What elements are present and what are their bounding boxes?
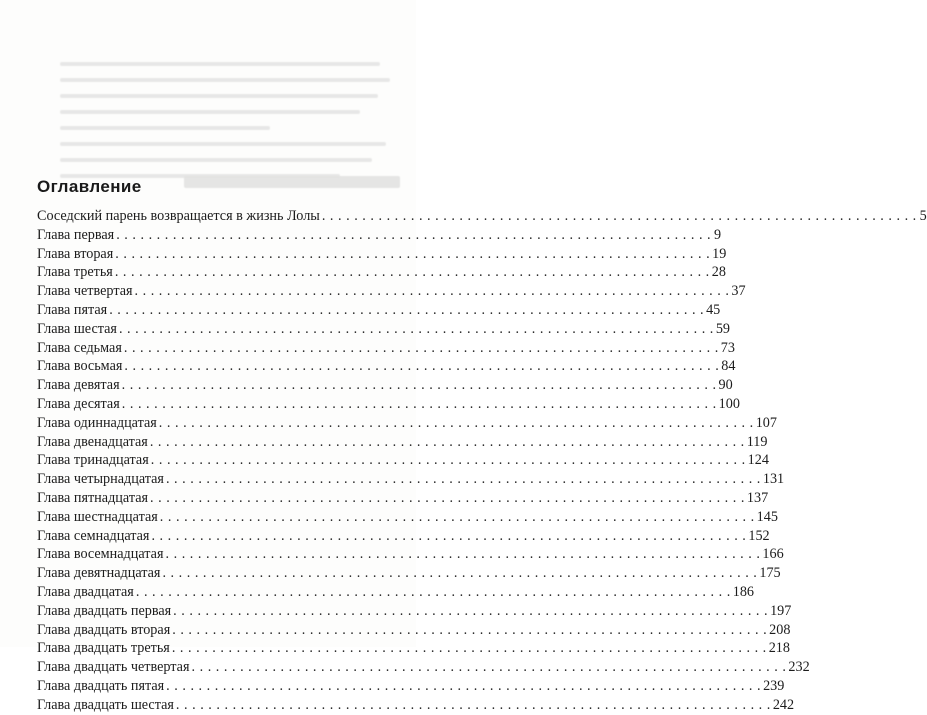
toc-entry-page-number: 45 bbox=[706, 301, 721, 318]
toc-entry-page-number: 232 bbox=[788, 659, 810, 676]
toc-dot-leader bbox=[122, 376, 717, 395]
toc-dot-leader bbox=[172, 621, 767, 640]
toc-list bbox=[37, 207, 927, 715]
toc-entry bbox=[37, 677, 785, 696]
toc-entry-label: Глава шестая bbox=[37, 320, 117, 337]
toc-entry bbox=[37, 583, 755, 602]
toc-entry-label: Глава двадцать первая bbox=[37, 602, 172, 619]
toc-entry bbox=[37, 621, 791, 640]
toc-title: Оглавление bbox=[37, 177, 142, 196]
toc-entry-page-number: 145 bbox=[756, 508, 778, 525]
toc-entry-page-number: 19 bbox=[712, 245, 727, 262]
toc-entry-label: Глава двенадцатая bbox=[37, 433, 148, 450]
toc-entry-label: Глава пятнадцатая bbox=[37, 489, 149, 506]
toc-dot-leader bbox=[151, 527, 746, 546]
toc-entry-page-number: 28 bbox=[711, 264, 726, 281]
toc-entry-page-number: 175 bbox=[759, 565, 781, 582]
toc-entry bbox=[37, 320, 731, 339]
toc-dot-leader bbox=[150, 489, 745, 508]
toc-entry-page-number: 119 bbox=[746, 433, 768, 450]
toc-dot-leader bbox=[160, 508, 755, 527]
toc-dot-leader bbox=[173, 602, 768, 621]
toc-dot-leader bbox=[135, 282, 730, 301]
toc-entry-page-number: 186 bbox=[732, 583, 755, 600]
toc-entry bbox=[37, 207, 927, 226]
toc-entry bbox=[37, 226, 722, 245]
toc-entry-label: Глава первая bbox=[37, 226, 115, 243]
toc-entry bbox=[37, 357, 736, 376]
toc-entry-label: Глава двадцать третья bbox=[37, 640, 170, 657]
toc-entry bbox=[37, 339, 735, 358]
toc-dot-leader bbox=[176, 696, 771, 715]
toc-entry-label: Глава пятая bbox=[37, 301, 108, 318]
toc-entry-label: Глава четырнадцатая bbox=[37, 471, 164, 488]
toc-entry-label: Глава двадцать шестая bbox=[37, 696, 174, 713]
toc-entry-page-number: 59 bbox=[715, 320, 731, 337]
toc-entry bbox=[37, 602, 792, 621]
toc-dot-leader bbox=[136, 583, 731, 602]
toc-entry bbox=[37, 395, 740, 414]
toc-dot-leader bbox=[115, 263, 710, 282]
toc-dot-leader bbox=[192, 658, 787, 677]
toc-entry bbox=[37, 282, 746, 301]
toc-dot-leader bbox=[124, 339, 719, 358]
toc-dot-leader bbox=[166, 470, 761, 489]
toc-entry-label: Глава двадцать пятая bbox=[37, 677, 165, 694]
toc-entry-label: Глава двадцать вторая bbox=[37, 621, 171, 638]
toc-entry-label: Глава тринадцатая bbox=[37, 452, 149, 469]
toc-dot-leader bbox=[166, 677, 761, 696]
toc-entry-page-number: 107 bbox=[755, 414, 777, 431]
toc-dot-leader bbox=[119, 320, 714, 339]
toc-entry bbox=[37, 508, 778, 527]
toc-entry bbox=[37, 451, 769, 470]
toc-entry bbox=[37, 301, 721, 320]
toc-entry bbox=[37, 376, 733, 395]
toc-entry-label: Глава семнадцатая bbox=[37, 527, 150, 544]
toc-dot-leader bbox=[122, 395, 717, 414]
toc-entry bbox=[37, 489, 769, 508]
toc-entry-page-number: 73 bbox=[720, 339, 735, 356]
toc-entry-label: Глава седьмая bbox=[37, 339, 122, 356]
toc-entry bbox=[37, 564, 781, 583]
toc-entry-page-number: 242 bbox=[772, 696, 795, 713]
toc-entry bbox=[37, 527, 770, 546]
toc-entry bbox=[37, 545, 784, 564]
toc-entry-label: Глава одиннадцатая bbox=[37, 414, 157, 431]
toc-entry bbox=[37, 263, 726, 282]
toc-entry-page-number: 152 bbox=[748, 527, 770, 544]
toc-entry-label: Глава двадцать четвертая bbox=[37, 659, 190, 676]
toc-entry-page-number: 9 bbox=[713, 226, 722, 243]
toc-entry-page-number: 131 bbox=[762, 471, 785, 488]
toc-entry-label: Глава шестнадцатая bbox=[37, 508, 158, 525]
toc-entry-page-number: 37 bbox=[731, 283, 746, 300]
toc-entry-page-number: 90 bbox=[718, 377, 733, 394]
toc-entry-label: Глава третья bbox=[37, 264, 113, 281]
toc-entry-label: Глава восьмая bbox=[37, 358, 123, 375]
toc-dot-leader bbox=[116, 226, 711, 245]
toc-dot-leader bbox=[109, 301, 704, 320]
toc-dot-leader bbox=[322, 207, 917, 226]
toc-entry-page-number: 166 bbox=[762, 546, 784, 563]
toc-entry bbox=[37, 470, 785, 489]
toc-dot-leader bbox=[151, 451, 746, 470]
toc-entry-page-number: 197 bbox=[770, 602, 792, 619]
toc-dot-leader bbox=[172, 639, 767, 658]
toc-entry-label: Глава девятая bbox=[37, 377, 120, 394]
toc-entry-page-number: 5 bbox=[919, 208, 927, 224]
toc-dot-leader bbox=[166, 545, 761, 564]
toc-entry bbox=[37, 245, 727, 264]
toc-entry-page-number: 100 bbox=[718, 395, 740, 412]
toc-entry-label: Соседский парень возвращается в жизнь Лолы bbox=[37, 208, 320, 224]
toc-entry-page-number: 239 bbox=[763, 677, 785, 694]
toc-entry-label: Глава десятая bbox=[37, 395, 120, 412]
toc-entry bbox=[37, 639, 790, 658]
toc-entry bbox=[37, 658, 810, 677]
toc-entry-label: Глава вторая bbox=[37, 245, 114, 262]
toc-entry-page-number: 124 bbox=[747, 452, 769, 469]
toc-dot-leader bbox=[124, 357, 719, 376]
reverse-page-bleed-through bbox=[60, 62, 400, 222]
toc-dot-leader bbox=[115, 245, 710, 264]
toc-entry-page-number: 137 bbox=[746, 489, 769, 506]
toc-entry-page-number: 208 bbox=[769, 621, 791, 638]
toc-entry-page-number: 218 bbox=[768, 640, 790, 657]
toc-entry-label: Глава четвертая bbox=[37, 283, 133, 300]
toc-dot-leader bbox=[159, 414, 754, 433]
toc-entry bbox=[37, 414, 777, 433]
toc-entry-label: Глава девятнадцатая bbox=[37, 565, 161, 582]
toc-entry bbox=[37, 696, 795, 715]
toc-entry-label: Глава восемнадцатая bbox=[37, 546, 164, 563]
toc-entry-label: Глава двадцатая bbox=[37, 583, 134, 600]
toc-entry bbox=[37, 433, 768, 452]
toc-dot-leader bbox=[162, 564, 757, 583]
toc-dot-leader bbox=[150, 433, 745, 452]
toc-entry-page-number: 84 bbox=[721, 358, 736, 375]
